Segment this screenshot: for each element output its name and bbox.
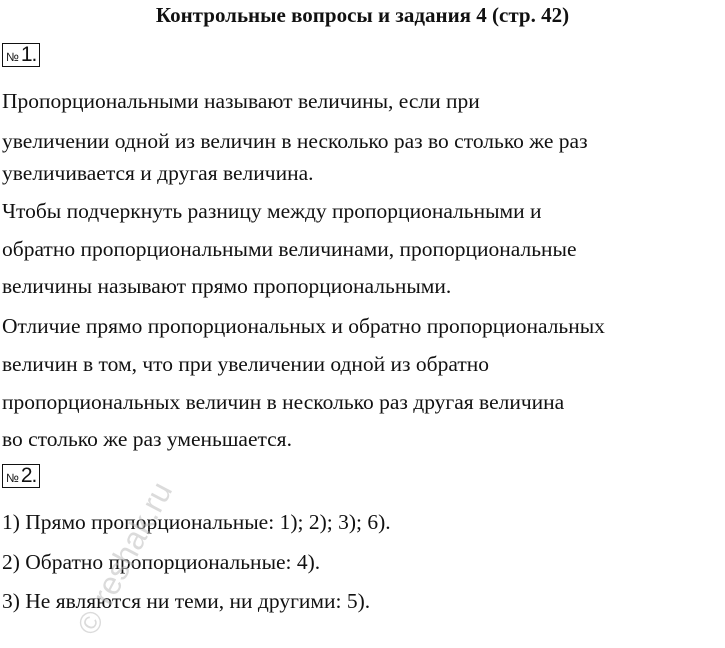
number-sign: №	[6, 471, 19, 485]
task-1-badge	[2, 43, 40, 67]
task-1-line-9: пропорциональных величин в несколько раз другая величина	[2, 390, 565, 414]
task-2-line-2: 2) Обратно пропорциональные: 4).	[2, 550, 321, 574]
task-number: 1.	[20, 43, 37, 66]
task-2-badge	[2, 464, 40, 488]
task-1-line-4: Чтобы подчеркнуть разницу между пропорциональными и	[2, 199, 542, 223]
watermark-text: reshak.ru	[84, 475, 180, 611]
task-2-line-1: 1) Прямо пропорциональные: 1); 2); 3); 6).	[2, 510, 391, 534]
task-1-line-2: увеличении одной из величин в несколько раз во столько же раз	[2, 129, 588, 153]
task-1-line-5: обратно пропорциональными величинами, пропорциональные	[2, 237, 577, 261]
task-1-line-6: величины называют прямо пропорциональными.	[2, 274, 452, 298]
number-sign: №	[6, 50, 19, 64]
task-1-line-1: Пропорциональными называют величины, если при	[2, 89, 480, 113]
task-1-line-10: во столько же раз уменьшается.	[2, 427, 292, 451]
task-number: 2.	[20, 464, 37, 487]
task-1-line-7: Отличие прямо пропорциональных и обратно пропорциональных	[2, 314, 605, 338]
task-1-line-3: увеличивается и другая величина.	[2, 161, 314, 185]
watermark-symbol: ©	[71, 605, 111, 641]
task-1-line-8: величин в том, что при увеличении одной из обратно	[2, 352, 489, 376]
page-title: Контрольные вопросы и задания 4 (стр. 42)	[155, 3, 570, 27]
task-2-line-3: 3) Не являются ни теми, ни другими: 5).	[2, 589, 371, 613]
watermark	[18, 428, 258, 648]
